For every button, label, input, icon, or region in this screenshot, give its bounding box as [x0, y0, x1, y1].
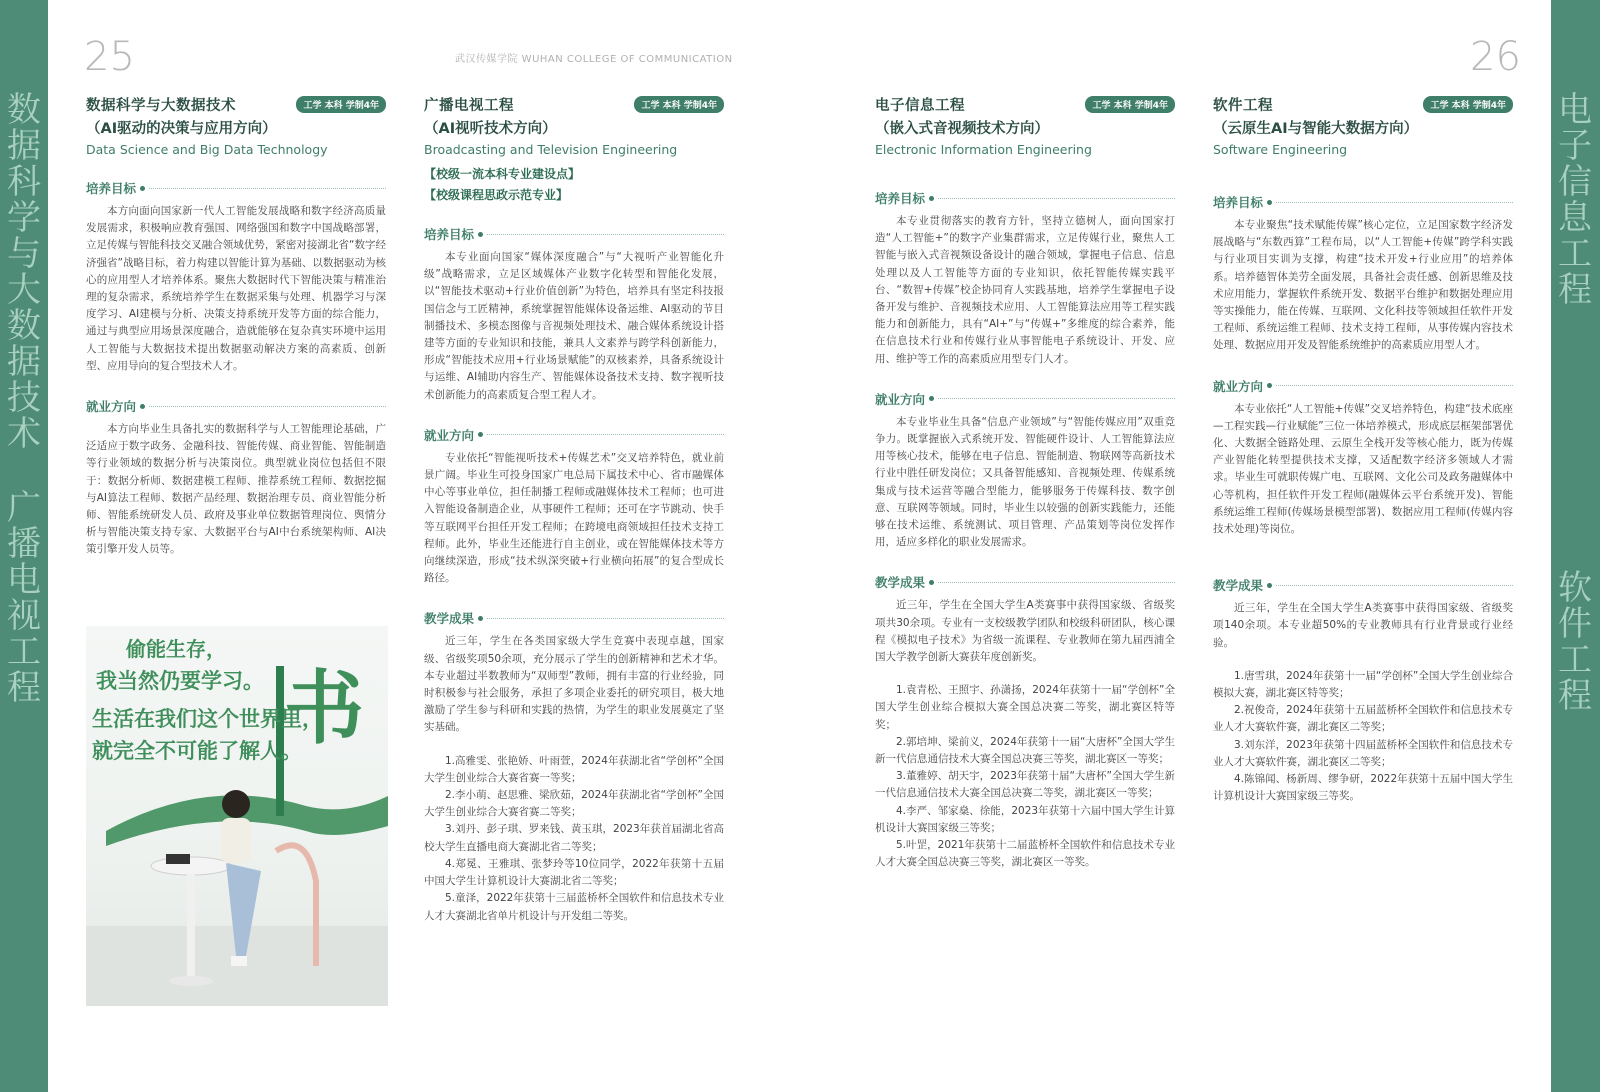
award-item: 4.陈锦闻、杨新周、缪争研，2022年获第十五届中国大学生计算机设计大赛国家级三等奖。: [1213, 773, 1513, 803]
section-heading-career: 就业方向: [1213, 377, 1513, 395]
award-item: 4.李严、邹家燊、徐能，2023年获第十六届中国大学生计算机设计大赛国家级三等奖；: [875, 804, 1175, 834]
major-english-name: Software Engineering: [1213, 142, 1348, 157]
wall-text-line-1: 偷能生存，: [126, 637, 226, 661]
section-heading-goal: 培养目标: [424, 225, 724, 243]
honor-tag: 【校级课程思政示范专业】: [424, 188, 569, 202]
award-item: 5.童泽，2022年获第十三届蓝桥杯全国软件和信息技术专业人才大赛湖北省单片机设计与开发组二等奖。: [424, 892, 724, 922]
page-number-right: 26: [1470, 34, 1521, 80]
section-heading-results: 教学成果: [1213, 576, 1513, 594]
major-title: 电子信息工程: [875, 98, 965, 114]
section-heading-results: 教学成果: [424, 609, 724, 627]
major-title: 软件工程: [1213, 98, 1273, 114]
side-text-data-science: 数据科学与大数据技术: [7, 90, 41, 454]
award-item: 1.唐雪琪，2024年获第十一届“学创杯”全国大学生创业综合模拟大赛，湖北赛区特等奖；: [1213, 669, 1513, 700]
awards-list: [424, 753, 724, 925]
student-reading-photo: [86, 626, 388, 1006]
side-text-electronic: 电子信息工程: [1558, 90, 1592, 310]
section-heading-career: 就业方向: [424, 426, 724, 444]
results-text: 近三年，学生在全国大学生A类赛事中获得国家级、省级奖项共30余项。专业有一支校级教学团队和校级科研团队，核心课程《模拟电子技术》为省级一流课程、专业教师在第九届西浦全国大学教学创新大赛获年度创新奖。: [875, 599, 1175, 664]
major-subtitle: （AI驱动的决策与应用方向）: [86, 121, 277, 137]
section-heading-results: 教学成果: [875, 573, 1175, 591]
goal-text: 本方向面向国家新一代人工智能发展战略和数字经济高质量发展需求，积极响应教育强国、网络强国和数字中国战略部署，立足传媒与智能科技交叉融合领域优势，紧密对接湖北省“数字经济强省”战略目标，着力构建以智能计算为基础、以数据驱动为核心的应用型人才培养体系。聚焦大数据时代下智能决策与精准治理的复杂需求，系统培养学生在数据采集与处理、机器学习与深度学习、AI建模与分析、决策支持系统开发等方面的综合能力，通过与典型应用场景深度融合，造就能够在复杂真实环境中运用人工智能与大数据技术提出数据驱动解决方案的高素质、创新型、应用导向的复合型技术人才。: [86, 205, 386, 372]
section-heading-goal: 培养目标: [1213, 193, 1513, 211]
major-title: 广播电视工程: [424, 98, 514, 114]
major-software: [1213, 94, 1513, 805]
section-heading-goal: 培养目标: [86, 179, 386, 197]
goal-text: 本专业贯彻落实的教育方针，坚持立德树人，面向国家打造“人工智能+”的数字产业集群需求，立足传媒行业，聚焦人工智能与嵌入式音视频设备设计的融合领域，掌握电子信息、信息处理以及人工智能等方面的专业知识，依托智能传媒实践平台、“数智+传媒”校企协同育人实践基地，培养学生掌握电子设备开发与维护、音视频技术应用、人工智能算法应用等工程实践能力和创新能力，具有“AI+”与“传媒+”多维度的综合素养，能在信息技术行业和传媒行业从事智能电子系统设计、开发、应用、维护等工作的高素质应用型专门人才。: [875, 215, 1175, 365]
goal-text: 本专业聚焦“技术赋能传媒”核心定位，立足国家数字经济发展战略与“东数西算”工程布局，以“人工智能+传媒”跨学科实践与行业项目实训为支撑，构建“技术开发+行业应用”的培养体系。培养德智体美劳全面发展，具备社会责任感、创新思维及技术应用能力，掌握软件系统开发、数据平台维护和数据处理应用等实操能力，能在传媒、互联网、文化科技等领域担任软件开发工程师、系统运维工程师、技术支持工程师，从事传媒内容技术处理、数据应用开发及智能系统维护的高素质应用型人才。: [1213, 219, 1513, 352]
right-side-bar: [1551, 0, 1600, 1092]
wall-text-line-2: 我当然仍要学习。: [96, 669, 264, 693]
award-item: 2.祝俊奇，2024年获第十五届蓝桥杯全国软件和信息技术专业人才大赛软件赛，湖北赛区二等奖；: [1213, 704, 1513, 734]
major-data-science: [86, 94, 386, 559]
awards-list: [1213, 668, 1513, 806]
major-electronic: [875, 94, 1175, 872]
awards-list: [875, 682, 1175, 871]
award-item: 1.高雅雯、张艳娇、叶雨萱，2024年获湖北省“学创杯”全国大学生创业综合大赛省赛一等奖；: [424, 754, 724, 784]
degree-badge: 工学 本科 学制4年: [634, 96, 724, 113]
major-english-name: Data Science and Big Data Technology: [86, 142, 328, 157]
left-side-bar: [0, 0, 48, 1092]
award-item: 5.叶罡，2021年获第十二届蓝桥杯全国软件和信息技术专业人才大赛全国总决赛三等奖，湖北赛区一等奖。: [875, 839, 1175, 869]
career-text: 本专业依托“人工智能+传媒”交叉培养特色，构建“技术底座—工程实践—行业赋能”三位一体培养模式，形成底层框架部署优化、大数据全链路处理、云原生全栈开发等核心能力，既为传媒产业智能化转型提供技术支撑，又适配数字经济多领域人才需求。毕业生可就职传媒广电、互联网、文化公司及政务融媒体中心等机构，担任软件开发工程师(融媒体云平台系统开发)、智能系统运维工程师(传媒场景模型部署)、数据应用工程师(传媒内容技术处理)等岗位。: [1213, 402, 1513, 536]
award-item: 3.刘丹、彭子琪、罗来钱、黄玉琪，2023年获首届湖北省高校大学生直播电商大赛湖北省二等奖；: [424, 823, 724, 853]
goal-text: 本专业面向国家“媒体深度融合”与“大视听产业智能化升级”战略需求，立足区域媒体产业数字化转型和智能化发展，以“智能技术驱动+行业价值创新”为特色，培养具有坚定科技报国信念与工匠精神，系统掌握智能媒体设备运维、AI驱动的节目制播技术、多模态图像与音视频处理技术、融合媒体系统设计搭建等方面的专业知识和技能，兼具人文素养与跨学科创新能力，形成“智能技术应用+行业场景赋能”的双核素养，具备系统设计与运维、AI辅助内容生产、智能媒体设备技术支持、数字视听技术创新能力的高素质复合型工程人才。: [424, 251, 724, 401]
major-broadcasting: [424, 94, 724, 925]
degree-badge: 工学 本科 学制4年: [1085, 96, 1175, 113]
side-text-broadcasting: 广播电视工程: [7, 488, 41, 708]
page-number-left: 25: [84, 34, 135, 80]
award-item: 1.袁青松、王照宇、孙潇扬，2024年获第十一届“学创杯”全国大学生创业综合模拟大赛全国总决赛二等奖，湖北赛区特等奖；: [875, 684, 1175, 731]
side-text-software: 软件工程: [1558, 568, 1592, 716]
wall-text-line-3: 生活在我们这个世界里，: [92, 707, 323, 731]
section-heading-career: 就业方向: [86, 397, 386, 415]
award-item: 2.郭培坤、梁前义，2024年获第十一届“大唐杯”全国大学生新一代信息通信技术大赛全国总决赛三等奖，湖北赛区一等奖；: [875, 735, 1175, 766]
wall-character: 书: [284, 661, 364, 755]
career-text: 本方向毕业生具备扎实的数据科学与人工智能理论基础，广泛适应于数字政务、金融科技、智能传媒、商业智能、智能制造等行业领域的数据分析与决策岗位。典型就业岗位包括但不限于：数据分析师、数据建模工程师、推荐系统工程师、数据挖掘与AI算法工程师、数据产品经理、数据治理专员、商业智能分析师、智能系统研发人员、政府及事业单位数据管理岗位、舆情分析与智能决策支持专家、大数据平台与AI中台系统架构师、AI决策引擎开发人员等。: [86, 423, 386, 556]
major-english-name: Electronic Information Engineering: [875, 142, 1092, 157]
degree-badge: 工学 本科 学制4年: [296, 96, 386, 113]
section-heading-career: 就业方向: [875, 390, 1175, 408]
award-item: 4.郑冕、王雅琪、张梦玲等10位同学，2022年获第十五届中国大学生计算机设计大赛湖北省二等奖；: [424, 857, 724, 888]
major-title: 数据科学与大数据技术: [86, 98, 236, 114]
award-item: 3.刘东洋，2023年获第十四届蓝桥杯全国软件和信息技术专业人才大赛软件赛，湖北赛区二等奖；: [1213, 738, 1513, 768]
career-text: 本专业毕业生具备“信息产业领域”与“智能传媒应用”双重竞争力。既掌握嵌入式系统开发、智能硬件设计、人工智能算法应用等核心技术，能够在电子信息、智能制造、物联网等高新技术行业中胜任研发岗位；又具备智能感知、音视频处理、传媒系统集成与技术运营等融合型能力，能够服务于传媒科技、数字创意、互联网等领域。同时，毕业生以较强的创新实践能力，还能够在技术运维、系统测试、项目管理、产品策划等岗位发挥作用，适应多样化的职业发展需求。: [875, 415, 1175, 549]
award-item: 2.李小萌、赵思雅、梁欣茹，2024年获湖北省“学创杯”全国大学生创业综合大赛省赛二等奖；: [424, 789, 724, 819]
results-text: 近三年，学生在全国大学生A类赛事中获得国家级、省级奖项140余项。本专业超50%的专业教师具有行业背景或行业经验。: [1213, 602, 1513, 649]
college-header: 武汉传媒学院 WUHAN COLLEGE OF COMMUNICATION: [455, 54, 733, 65]
degree-badge: 工学 本科 学制4年: [1423, 96, 1513, 113]
major-english-name: Broadcasting and Television Engineering: [424, 142, 678, 157]
award-item: 3.董雅婷、胡天宇，2023年获第十届“大唐杯”全国大学生新一代信息通信技术大赛全国总决赛二等奖，湖北赛区一等奖；: [875, 770, 1175, 800]
results-text: 近三年，学生在各类国家级大学生竞赛中表现卓越，国家级、省级奖项50余项，充分展示了学生的创新精神和艺术才华。本专业超过半数教师为“双师型”教师，拥有丰富的行业经验，同时积极参与社会服务，承担了多项企业委托的研究项目，极大地激励了学生参与科研和实践的热情，为学生的职业发展奠定了坚实基础。: [424, 635, 724, 734]
major-subtitle: （云原生AI与智能大数据方向）: [1213, 121, 1419, 137]
major-subtitle: （AI视听技术方向）: [424, 121, 557, 137]
career-text: 专业依托“智能视听技术+传媒艺术”交叉培养特色，就业前景广阔。毕业生可投身国家广电总局下属技术中心、省市融媒体中心等事业单位，担任制播工程师或融媒体技术工程师；也可进入智能设备制造企业，从事硬件工程师；还可在字节跳动、快手等互联网平台担任开发工程师；在跨境电商领域担任技术支持工程师。此外，毕业生还能进行自主创业，或在智能媒体技术等方向继续深造，形成“技术纵深突破+行业横向拓展”的复合型成长路径。: [424, 451, 724, 585]
major-subtitle: （嵌入式音视频技术方向）: [875, 121, 1049, 137]
section-heading-goal: 培养目标: [875, 189, 1175, 207]
wall-text-line-4: 就完全不可能了解人。: [92, 739, 302, 763]
honor-tag: 【校级一流本科专业建设点】: [424, 167, 581, 181]
